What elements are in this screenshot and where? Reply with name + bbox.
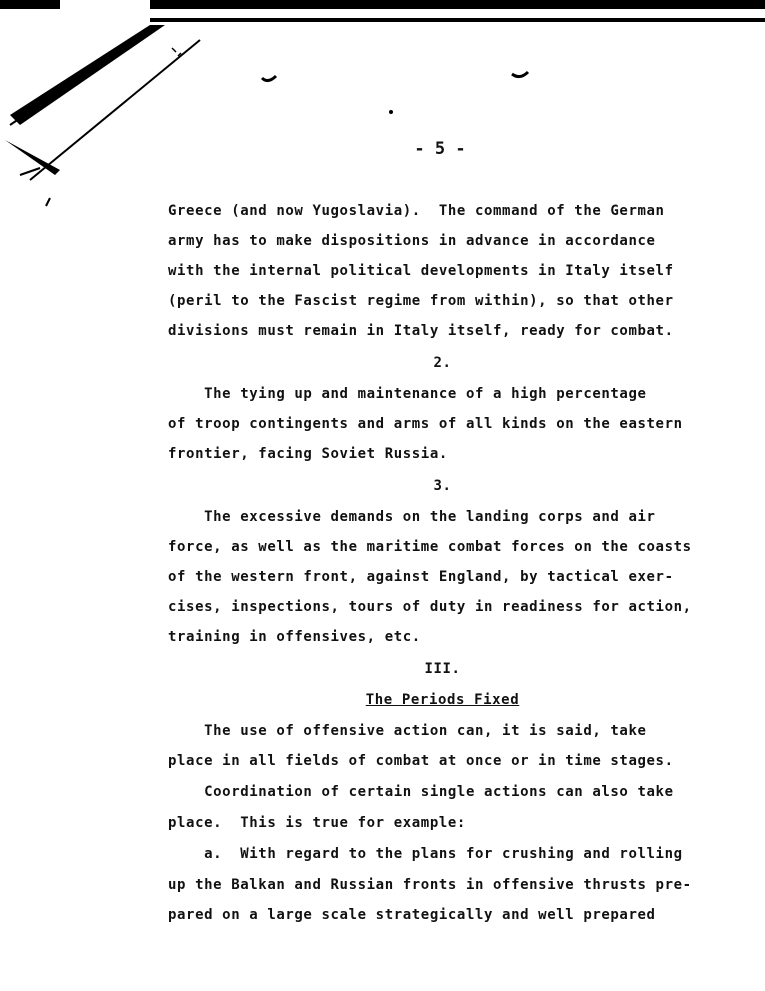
section-title: The Periods Fixed: [365, 692, 520, 708]
scan-speck: [172, 48, 181, 56]
scan-diagonal-line: [10, 30, 150, 125]
paragraph-line: place. This is true for example:: [168, 815, 466, 831]
paragraph-line: with the internal political developments in Italy itself: [168, 263, 674, 279]
scan-speck: [262, 76, 276, 81]
section-number: 2.: [433, 355, 452, 371]
paragraph-line: force, as well as the maritime combat forces on the coasts: [168, 539, 692, 555]
paragraph-line: training in offensives, etc.: [168, 629, 421, 645]
section-roman-numeral: III.: [424, 661, 461, 677]
paragraph-line: cises, inspections, tours of duty in readiness for action,: [168, 599, 692, 615]
paragraph-line: Greece (and now Yugoslavia). The command of the German: [168, 203, 665, 219]
paragraph-line: of the western front, against England, by tactical exer-: [168, 569, 674, 585]
paragraph-line: a. With regard to the plans for crushing and rolling: [168, 846, 683, 862]
paragraph-line: army has to make dispositions in advance in accordance: [168, 233, 656, 249]
paragraph-line: (peril to the Fascist regime from within), so that other: [168, 293, 674, 309]
page-number: - 5 -: [414, 139, 466, 159]
scan-speck: [512, 72, 528, 77]
paragraph-line: Coordination of certain single actions can also take: [168, 784, 674, 800]
paragraph-line: The excessive demands on the landing corps and air: [168, 509, 656, 525]
section-number: 3.: [433, 478, 452, 494]
scan-speck: [389, 110, 393, 114]
scan-speck: [46, 198, 50, 206]
paragraph-line: of troop contingents and arms of all kinds on the eastern: [168, 416, 683, 432]
paragraph-line: frontier, facing Soviet Russia.: [168, 446, 448, 462]
paragraph-line: The use of offensive action can, it is said, take: [168, 723, 647, 739]
paragraph-line: up the Balkan and Russian fronts in offensive thrusts pre-: [168, 877, 692, 893]
scan-diagonal-line-2: [30, 40, 200, 180]
paragraph-line: pared on a large scale strategically and well prepared: [168, 907, 656, 923]
paragraph-line: divisions must remain in Italy itself, ready for combat.: [168, 323, 674, 339]
paragraph-line: place in all fields of combat at once or in time stages.: [168, 753, 674, 769]
paragraph-line: The tying up and maintenance of a high percentage: [168, 386, 647, 402]
